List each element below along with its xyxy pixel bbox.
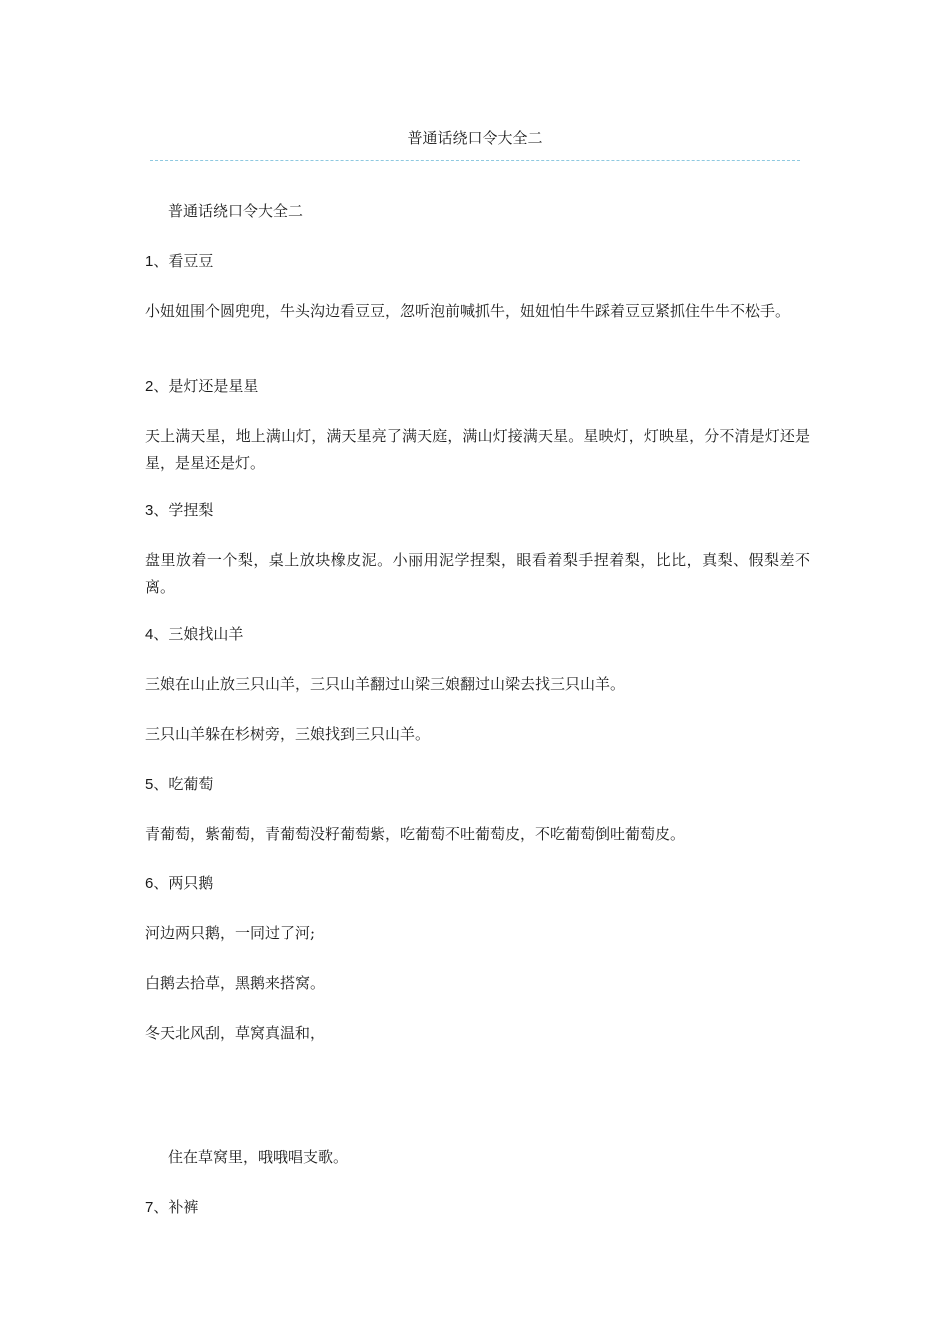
section-number: 7 [145, 1199, 154, 1216]
page-header-title: 普通话绕口令大全二 [407, 129, 543, 147]
section-number: 6 [145, 875, 154, 892]
section-heading [145, 373, 810, 400]
section-heading [145, 497, 810, 524]
section-paragraph: 天上满天星，地上满山灯，满天星亮了满天庭，满山灯接满天星。星映灯，灯映星，分不清是灯还是星，是星还是灯。 [145, 427, 810, 472]
section-paragraph: 盘里放着一个梨，桌上放块橡皮泥。小丽用泥学捏梨，眼看着梨手捏着梨，比比，真梨、假梨差不离。 [145, 551, 810, 596]
section-paragraph: 三娘在山止放三只山羊，三只山羊翻过山梁三娘翻过山梁去找三只山羊。 [145, 675, 626, 693]
header-divider [150, 160, 800, 161]
section-paragraph: 小妞妞围个圆兜兜，牛头沟边看豆豆，忽听泡前喊抓牛，妞妞怕牛牛踩着豆豆紧抓住牛牛不松手。 [145, 302, 791, 320]
section-title: 、学捏梨 [153, 501, 214, 519]
section-heading [145, 771, 810, 798]
section-paragraph: 青葡萄，紫葡萄，青葡萄没籽葡萄紫，吃葡萄不吐葡萄皮，不吃葡萄倒吐葡萄皮。 [145, 825, 686, 843]
section-title: 、吃葡萄 [153, 775, 214, 793]
section-heading [145, 870, 810, 897]
section-number: 3 [145, 502, 154, 519]
section-number: 4 [145, 626, 154, 643]
section-title: 、看豆豆 [153, 252, 214, 270]
section-heading [145, 248, 810, 275]
section-heading [145, 1194, 810, 1221]
section-number: 1 [145, 253, 154, 270]
section-title: 、两只鹅 [153, 874, 214, 892]
section-paragraph: 住在草窝里，哦哦唱支歌。 [168, 1148, 349, 1166]
section-paragraph: 河边两只鹅，一同过了河; [145, 924, 316, 942]
document-subtitle: 普通话绕口令大全二 [168, 202, 304, 220]
section-title: 、补裤 [153, 1198, 199, 1216]
section-title: 、三娘找山羊 [153, 625, 244, 643]
section-number: 2 [145, 378, 154, 395]
section-paragraph: 白鹅去拾草，黑鹅来搭窝。 [145, 974, 326, 992]
section-number: 5 [145, 776, 154, 793]
section-heading [145, 621, 810, 648]
section-paragraph: 冬天北风刮，草窝真温和， [145, 1024, 326, 1042]
section-paragraph: 三只山羊躲在杉树旁，三娘找到三只山羊。 [145, 725, 431, 743]
section-title: 、是灯还是星星 [153, 377, 259, 395]
